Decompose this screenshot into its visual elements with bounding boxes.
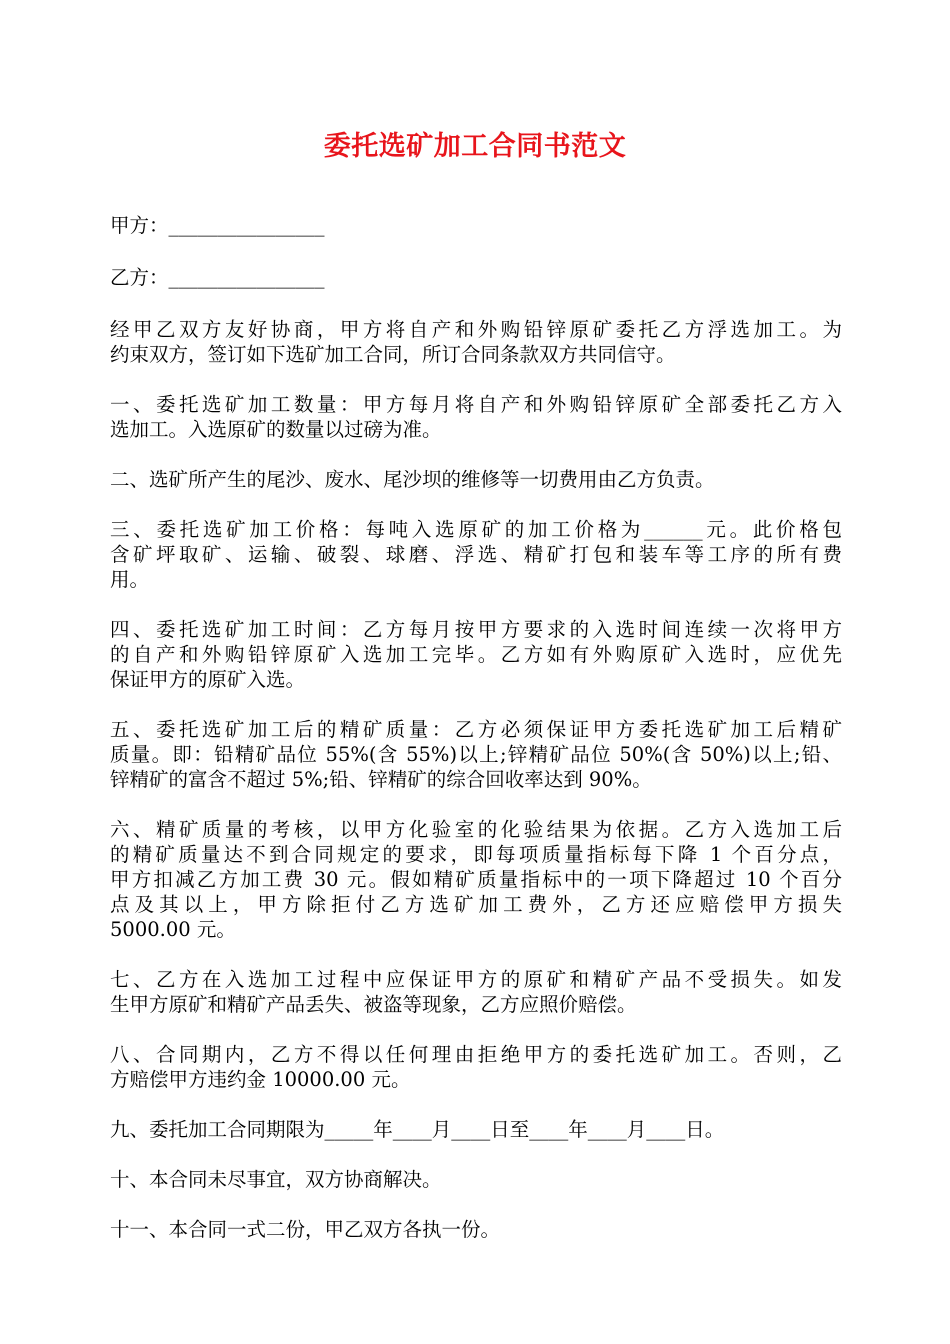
clause-6 [110, 817, 842, 942]
text-line: 七、乙方在入选加工过程中应保证甲方的原矿和精矿产品不受损失。如发 [110, 968, 842, 991]
text-line: 甲方扣减乙方加工费 30 元。假如精矿质量指标中的一项下降超过 10 个百分 [110, 868, 842, 891]
text-line: 质量。即：铅精矿品位 55%(含 55%)以上;锌精矿品位 50%(含 50%)以上;铅、 [110, 743, 842, 766]
clause-4 [110, 617, 842, 692]
text-line: 方赔偿甲方违约金 10000.00 元。 [110, 1068, 411, 1091]
text-line: 约束双方，签订如下选矿加工合同，所订合同条款双方共同信守。 [110, 343, 676, 366]
text-line: 二、选矿所产生的尾沙、废水、尾沙坝的维修等一切费用由乙方负责。 [110, 468, 715, 491]
text-line: 点及其以上，甲方除拒付乙方选矿加工费外，乙方还应赔偿甲方损失 [110, 893, 842, 916]
text-line: 经甲乙双方友好协商，甲方将自产和外购铅锌原矿委托乙方浮选加工。为 [110, 318, 842, 341]
party-b-line: 乙方：________________ [110, 266, 325, 289]
text-line: 含矿坪取矿、运输、破裂、球磨、浮选、精矿打包和装车等工序的所有费 [110, 543, 842, 566]
text-line: 一、委托选矿加工数量：甲方每月将自产和外购铅锌原矿全部委托乙方入 [110, 393, 842, 416]
text-line: 八、合同期内，乙方不得以任何理由拒绝甲方的委托选矿加工。否则，乙 [110, 1043, 842, 1066]
clause-5 [110, 717, 842, 792]
text-line: 保证甲方的原矿入选。 [110, 668, 306, 691]
text-line: 用。 [110, 568, 150, 591]
clause-2 [110, 467, 842, 492]
clause-11 [110, 1217, 842, 1242]
clause-10 [110, 1167, 842, 1192]
document-title: 委托选矿加工合同书范文 [323, 131, 627, 162]
text-line: 生甲方原矿和精矿产品丢失、被盗等现象，乙方应照价赔偿。 [110, 993, 637, 1016]
text-line: 六、精矿质量的考核，以甲方化验室的化验结果为依据。乙方入选加工后 [110, 818, 842, 841]
text-line: 的自产和外购铅锌原矿入选加工完毕。乙方如有外购原矿入选时，应优先 [110, 643, 842, 666]
clause-8 [110, 1042, 842, 1092]
text-line: 十、本合同未尽事宜，双方协商解决。 [110, 1168, 442, 1191]
clause-3 [110, 517, 842, 592]
text-line: 五、委托选矿加工后的精矿质量：乙方必须保证甲方委托选矿加工后精矿 [110, 718, 842, 741]
text-line: 的精矿质量达不到合同规定的要求，即每项质量指标每下降 1 个百分点， [110, 843, 842, 866]
clause-7 [110, 967, 842, 1017]
clause-1 [110, 392, 842, 442]
text-line: 九、委托加工合同期限为_____年____月____日至____年____月____日。 [110, 1118, 725, 1141]
text-line: 选加工。入选原矿的数量以过磅为准。 [110, 418, 442, 441]
document-body [110, 213, 842, 1242]
text-line: 三、委托选矿加工价格：每吨入选原矿的加工价格为______元。此价格包 [110, 518, 842, 541]
text-line: 十一、本合同一式二份，甲乙双方各执一份。 [110, 1218, 501, 1241]
text-line: 锌精矿的富含不超过 5%;铅、锌精矿的综合回收率达到 90%。 [110, 768, 652, 791]
clause-9 [110, 1117, 842, 1142]
intro-paragraph [110, 317, 842, 367]
text-line: 5000.00 元。 [110, 918, 236, 941]
text-line: 四、委托选矿加工时间：乙方每月按甲方要求的入选时间连续一次将甲方 [110, 618, 842, 641]
party-a-line: 甲方：________________ [110, 214, 325, 237]
